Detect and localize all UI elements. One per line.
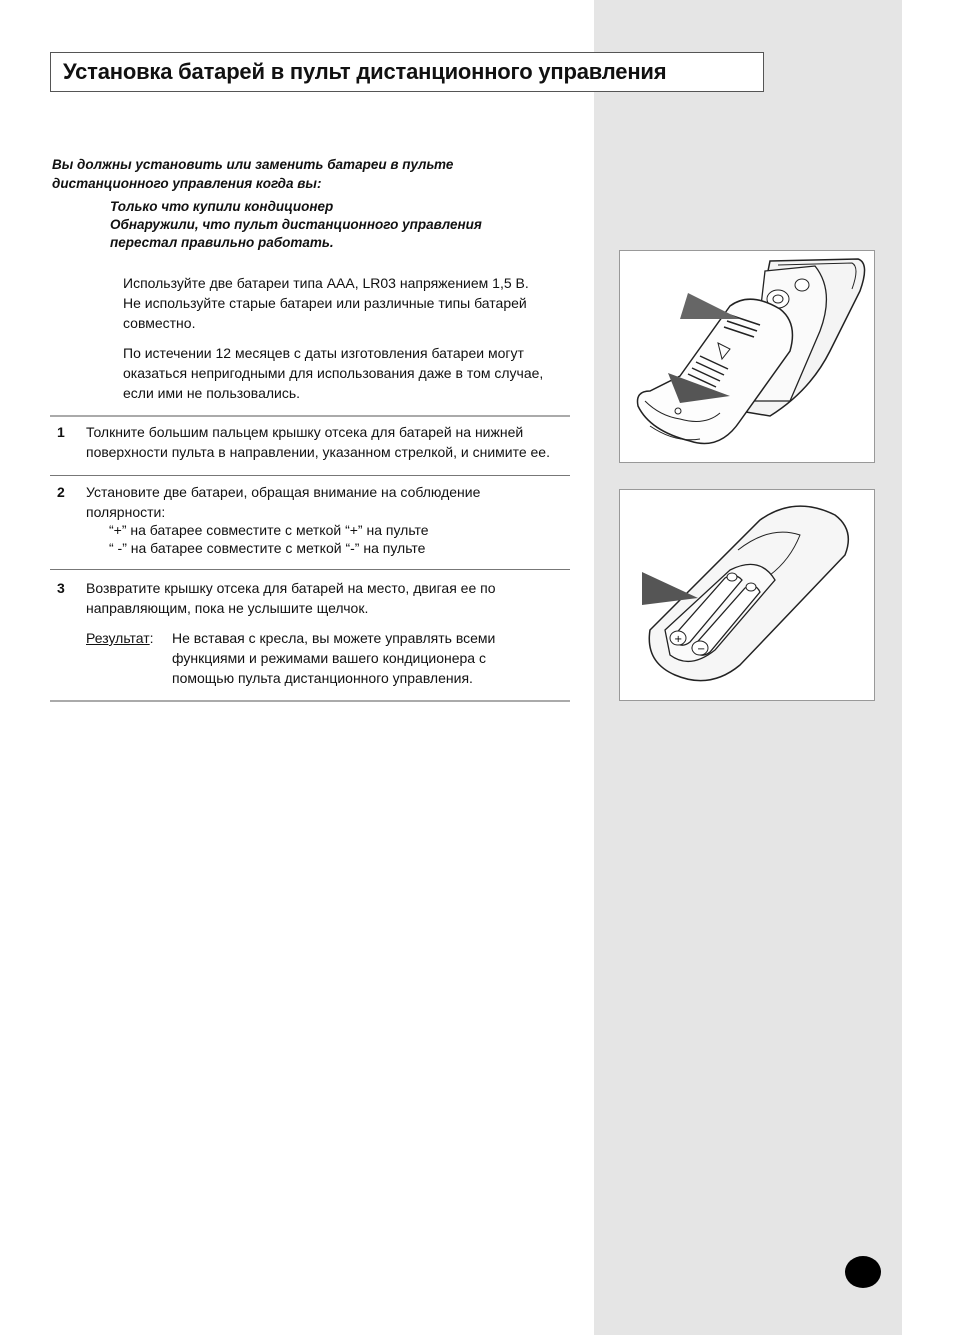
minus-mark-icon: − [697,644,706,655]
section-divider [50,700,570,702]
step-3-text [86,578,566,618]
polarity-notes [109,521,549,557]
note-line: если ими не пользовались. [123,385,301,401]
intro-text [52,155,572,193]
step-1-number: 1 [57,424,65,440]
note-line: оказаться непригодными для использования даже в том случае, [123,365,544,381]
note-line: совместно. [123,315,196,331]
result-text [172,628,562,688]
step-line: полярности: [86,504,166,520]
page-title: Установка батарей в пульт дистанционного управления [63,59,667,84]
step-line: Установите две батареи, обращая внимание на соблюдение [86,484,481,500]
note-line: Используйте две батареи типа AAA, LR03 напряжением 1,5 В. [123,275,529,291]
step-line: Толкните большим пальцем крышку отсека для батарей на нижней [86,424,524,440]
condition-item: Только что купили кондиционер [110,199,334,214]
note-line: По истечении 12 месяцев с даты изготовления батареи могут [123,345,524,361]
plus-mark-icon: + [674,634,683,645]
polarity-line: “+” на батарее совместите с меткой “+” на пульте [109,522,429,538]
section-divider [50,415,570,417]
note-line: Не используйте старые батареи или различные типы батарей [123,295,527,311]
result-label [86,628,154,648]
step-divider [50,475,570,476]
step-divider [50,569,570,570]
result-line: функциями и режимами вашего кондиционера с [172,650,486,666]
step-line: поверхности пульта в направлении, указанном стрелкой, и снимите ее. [86,444,550,460]
step-2-text [86,482,566,522]
intro-line: Вы должны установить или заменить батареи в пульте [52,157,454,172]
result-line: Не вставая с кресла, вы можете управлять всеми [172,630,496,646]
shelf-life-note [123,343,573,403]
figure-insert-batteries [619,489,875,701]
step-3-number: 3 [57,580,65,596]
result-line: помощью пульта дистанционного управления. [172,670,473,686]
step-line: направляющим, пока не услышите щелчок. [86,600,369,616]
result-label-colon: : [149,630,154,646]
remote-cover-illustration [620,251,873,461]
figure-remove-cover [619,250,875,463]
step-line: Возвратите крышку отсека для батарей на место, двигая ее по [86,580,496,596]
condition-item: Обнаружили, что пульт дистанционного управления [110,217,482,232]
page-title-box [50,52,764,92]
remote-batteries-illustration [620,490,873,699]
step-2-number: 2 [57,484,65,500]
page-marker-dot [845,1256,881,1288]
step-1-text [86,422,566,462]
condition-item: перестал правильно работать. [110,235,334,250]
polarity-line: “ -” на батарее совместите с меткой “-” на пульте [109,540,426,556]
conditions-list [110,198,570,252]
battery-type-note [123,273,573,333]
intro-line: дистанционного управления когда вы: [52,176,322,191]
result-label-text: Результат [86,630,150,646]
